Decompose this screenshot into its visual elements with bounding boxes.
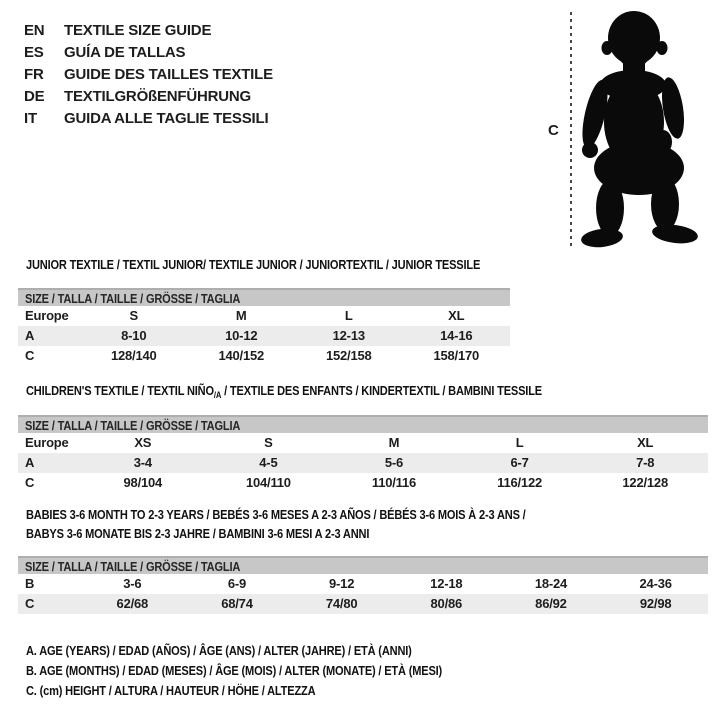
language-code: DE [24,88,45,105]
table-row-age [18,326,510,346]
value-cell: 6-7 [457,453,583,473]
value-cell: 4-5 [206,453,332,473]
table-row-age [18,453,708,473]
size-header-row [18,557,708,574]
value-cell: 86/92 [499,594,604,614]
value-cell: 18-24 [534,576,568,591]
language-code: FR [24,66,44,83]
nino-a-subscript: /A [213,390,222,400]
section-title-babies-line2: BABYS 3-6 MONATE BIS 2-3 JAHRE / BAMBINI 3-6 MESI A 2-3 ANNI [26,526,370,541]
language-label: TEXTILGRÖßENFÜHRUNG [64,88,252,105]
section-title-children [26,383,633,403]
value-cell: 7-8 [582,453,708,473]
language-code: EN [24,22,45,39]
language-label: GUIDA ALLE TAGLIE TESSILI [64,110,269,127]
value-cell: 12-18 [430,576,463,591]
value-cell: 68/74 [185,594,290,614]
legend-line-c: C. (cm) HEIGHT / ALTURA / HAUTEUR / HÖHE / ALTEZZA [26,683,316,698]
size-cell: M [388,435,400,450]
table-row-europe [18,306,510,326]
measurement-legend [26,641,516,701]
size-cell: S [264,435,273,450]
child-silhouette-figure [0,0,720,260]
value-cell: 104/110 [245,475,291,490]
table-row-months [18,574,708,594]
row-label: B [25,576,35,591]
language-label: TEXTILE SIZE GUIDE [64,22,212,39]
legend-line-b: B. AGE (MONTHS) / EDAD (MESES) / ÂGE (MOIS) / ALTER (MONATE) / ETÀ (MESI) [26,663,443,678]
value-cell: 3-6 [123,576,142,591]
row-label: A [18,453,80,473]
value-cell: 9-12 [329,576,355,591]
value-cell: 80/86 [394,594,499,614]
language-code: IT [24,110,37,127]
height-label-c: C [548,122,559,139]
language-label: GUÍA DE TALLAS [64,44,186,61]
row-label: C [25,348,35,363]
table-row-europe [18,433,708,453]
size-header-label: SIZE / TALLA / TAILLE / GRÖSSE / TAGLIA [25,558,241,574]
table-row-height [18,594,708,614]
size-cell: XL [637,435,654,450]
value-cell: 5-6 [331,453,457,473]
height-measure-dotted-line [570,12,572,248]
row-label: Europe [25,435,69,450]
value-cell: 6-9 [227,576,247,591]
size-cell: M [235,308,247,323]
language-label: GUIDE DES TAILLES TEXTILE [64,66,273,83]
size-cell: S [129,308,138,323]
value-cell: 62/68 [80,594,185,614]
value-cell: 122/128 [622,475,668,490]
value-cell: 74/80 [289,594,394,614]
size-header-label: SIZE / TALLA / TAILLE / GRÖSSE / TAGLIA [25,290,241,306]
row-label: C [18,594,80,614]
section-title-babies [26,505,614,543]
section-title-babies-line1: BABIES 3-6 MONTH TO 2-3 YEARS / BEBÉS 3-6 MESES A 2-3 AÑOS / BÉBÉS 3-6 MOIS À 2-3 ANS / [26,507,526,522]
value-cell: 3-4 [80,453,206,473]
size-cell: XS [134,435,152,450]
section-title-junior-text: JUNIOR TEXTILE / TEXTIL JUNIOR/ TEXTILE JUNIOR / JUNIORTEXTIL / JUNIOR TESSILE [26,257,481,272]
value-cell: 14-16 [403,326,511,346]
size-cell: L [344,308,353,323]
row-label: C [25,475,35,490]
value-cell: 116/122 [497,475,543,490]
toddler-silhouette-icon [578,8,706,250]
value-cell: 92/98 [603,594,708,614]
value-cell: 128/140 [110,348,157,363]
value-cell: 98/104 [123,475,163,490]
children-size-table [18,415,708,493]
junior-size-table [18,288,510,366]
value-cell: 24-36 [639,576,672,591]
size-header-row [18,289,510,306]
table-row-height [18,346,510,366]
section-title-children-text: CHILDREN'S TEXTILE / TEXTIL $NIÑO_{/A}$ / TEXTILE DES ENFANTS / KINDERTEXTIL / BAMBINI TESSILE [26,383,542,400]
value-cell: 110/116 [371,475,417,490]
babies-size-table [18,556,708,614]
legend-line-a: A. AGE (YEARS) / EDAD (AÑOS) / ÂGE (ANS) / ALTER (JAHRE) / ETÀ (ANNI) [26,643,412,658]
row-label: Europe [25,308,69,323]
size-header-label: SIZE / TALLA / TAILLE / GRÖSSE / TAGLIA [25,417,241,433]
value-cell: 152/158 [325,348,372,363]
table-row-height [18,473,708,493]
size-header-row [18,416,708,433]
value-cell: 10-12 [188,326,296,346]
value-cell: 158/170 [433,348,480,363]
value-cell: 140/152 [218,348,265,363]
size-cell: L [515,435,524,450]
value-cell: 8-10 [80,326,188,346]
row-label: A [18,326,80,346]
size-cell: XL [448,308,465,323]
language-code: ES [24,44,44,61]
value-cell: 12-13 [295,326,403,346]
section-title-junior [26,257,560,273]
